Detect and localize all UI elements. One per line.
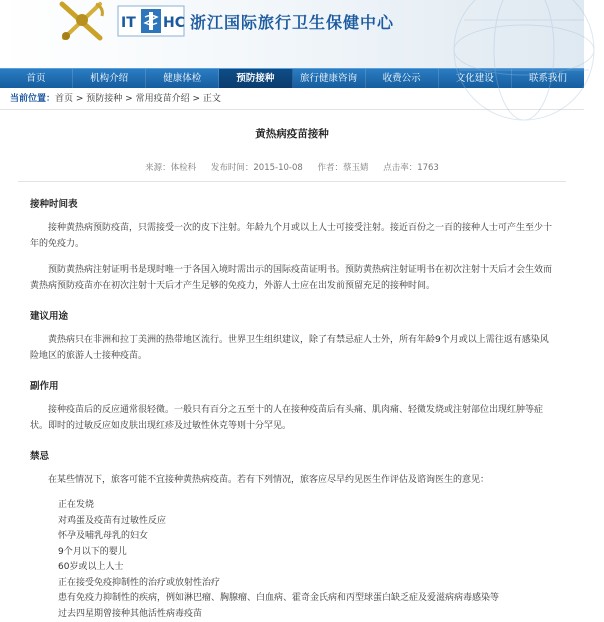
meta-hits: 点击率：1763 (383, 163, 439, 173)
list-item: 患有免疫力抑制性的疾病，例如淋巴瘤、胸腺瘤、白血病、霍奇金氏病和丙型球蛋白缺乏症及爱滋病病毒感染等 (30, 591, 554, 607)
list-item: 对鸡蛋及疫苗有过敏性反应 (30, 514, 554, 530)
meta-date: 发布时间：2015-10-08 (211, 163, 303, 173)
paragraph: 接种黄热病预防疫苗，只需接受一次的皮下注射。年龄九个月或以上人士可接受注射。接近百份之一百的接种人士可产生至少十年的免疫力。 (30, 220, 554, 252)
nav-fees[interactable]: 收费公示 (366, 69, 439, 88)
nav-about[interactable]: 机构介绍 (73, 69, 146, 88)
breadcrumb-separator: > (190, 94, 203, 104)
list-item: 过去四星期曾接种其他活性病毒疫苗 (30, 607, 554, 622)
paragraph: 黄热病只在非洲和拉丁美洲的热带地区流行。世界卫生组织建议，除了有禁忌症人士外，所有年龄9个月或以上需往返有感染风险地区的旅游人士接种疫苗。 (30, 332, 554, 364)
nav-home[interactable]: 首页 (0, 69, 73, 88)
svg-text:HC: HC (163, 15, 185, 31)
ithc-logo-icon (118, 6, 184, 36)
nav-travel-health[interactable]: 旅行健康咨询 (293, 69, 366, 88)
breadcrumb-label: 当前位置： (10, 94, 55, 104)
list-item: 60岁或以上人士 (30, 560, 554, 576)
list-item: 正在发烧 (30, 498, 554, 514)
nav-health-checkup[interactable]: 健康体检 (146, 69, 219, 88)
meta-source: 来源：体检科 (145, 163, 196, 173)
paragraph: 预防黄热病注射证明书是现时唯一于各国入境时需出示的国际疫苗证明书。预防黄热病注射证明书在初次注射十天后才会生效而黄热病预防疫苗亦在初次注射十天后才产生足够的免疫力，外游人士应在出发前预留充足的接种时间。 (30, 262, 554, 294)
breadcrumb-separator: > (122, 94, 135, 104)
breadcrumb-home[interactable]: 首页 (55, 94, 73, 104)
nav-vaccination[interactable]: 预防接种 (219, 69, 292, 88)
nav-culture[interactable]: 文化建设 (439, 69, 512, 88)
globe-decoration-icon (404, 0, 604, 80)
article-meta (18, 161, 566, 182)
section-title: 建议用途 (30, 308, 554, 322)
customs-emblem-icon (52, 0, 112, 46)
section-title: 副作用 (30, 378, 554, 392)
breadcrumb-common-vaccines[interactable]: 常用疫苗介绍 (136, 94, 190, 104)
svg-text:IT: IT (121, 15, 136, 31)
paragraph: 在某些情况下，旅客可能不宜接种黄热病疫苗。若有下列情况，旅客应尽早约见医生作评估及谘询医生的意见： (30, 472, 554, 488)
breadcrumb (0, 88, 584, 110)
nav-contact[interactable]: 联系我们 (512, 69, 584, 88)
article-body (0, 196, 584, 622)
section-title: 禁忌 (30, 448, 554, 462)
list-item: 9个月以下的婴儿 (30, 545, 554, 561)
list-item: 怀孕及哺乳母乳的妇女 (30, 529, 554, 545)
site-header (0, 0, 584, 68)
meta-author: 作者：蔡玉婧 (317, 163, 368, 173)
breadcrumb-separator: > (73, 94, 86, 104)
site-title: 浙江国际旅行卫生保健中心 (190, 10, 394, 33)
section-title: 接种时间表 (30, 196, 554, 210)
paragraph: 接种疫苗后的反应通常很轻微。一般只有百分之五至十的人在接种疫苗后有头痛、肌肉痛、轻微发烧或注射部位出现红肿等症状。即时的过敏反应如皮肤出现红疹及过敏性休克等则十分罕见。 (30, 402, 554, 434)
article-title: 黄热病疫苗接种 (0, 126, 584, 141)
breadcrumb-vaccination[interactable]: 预防接种 (86, 94, 122, 104)
breadcrumb-current: 正文 (203, 94, 221, 104)
list-item: 正在接受免疫抑制性的治疗或放射性治疗 (30, 576, 554, 592)
